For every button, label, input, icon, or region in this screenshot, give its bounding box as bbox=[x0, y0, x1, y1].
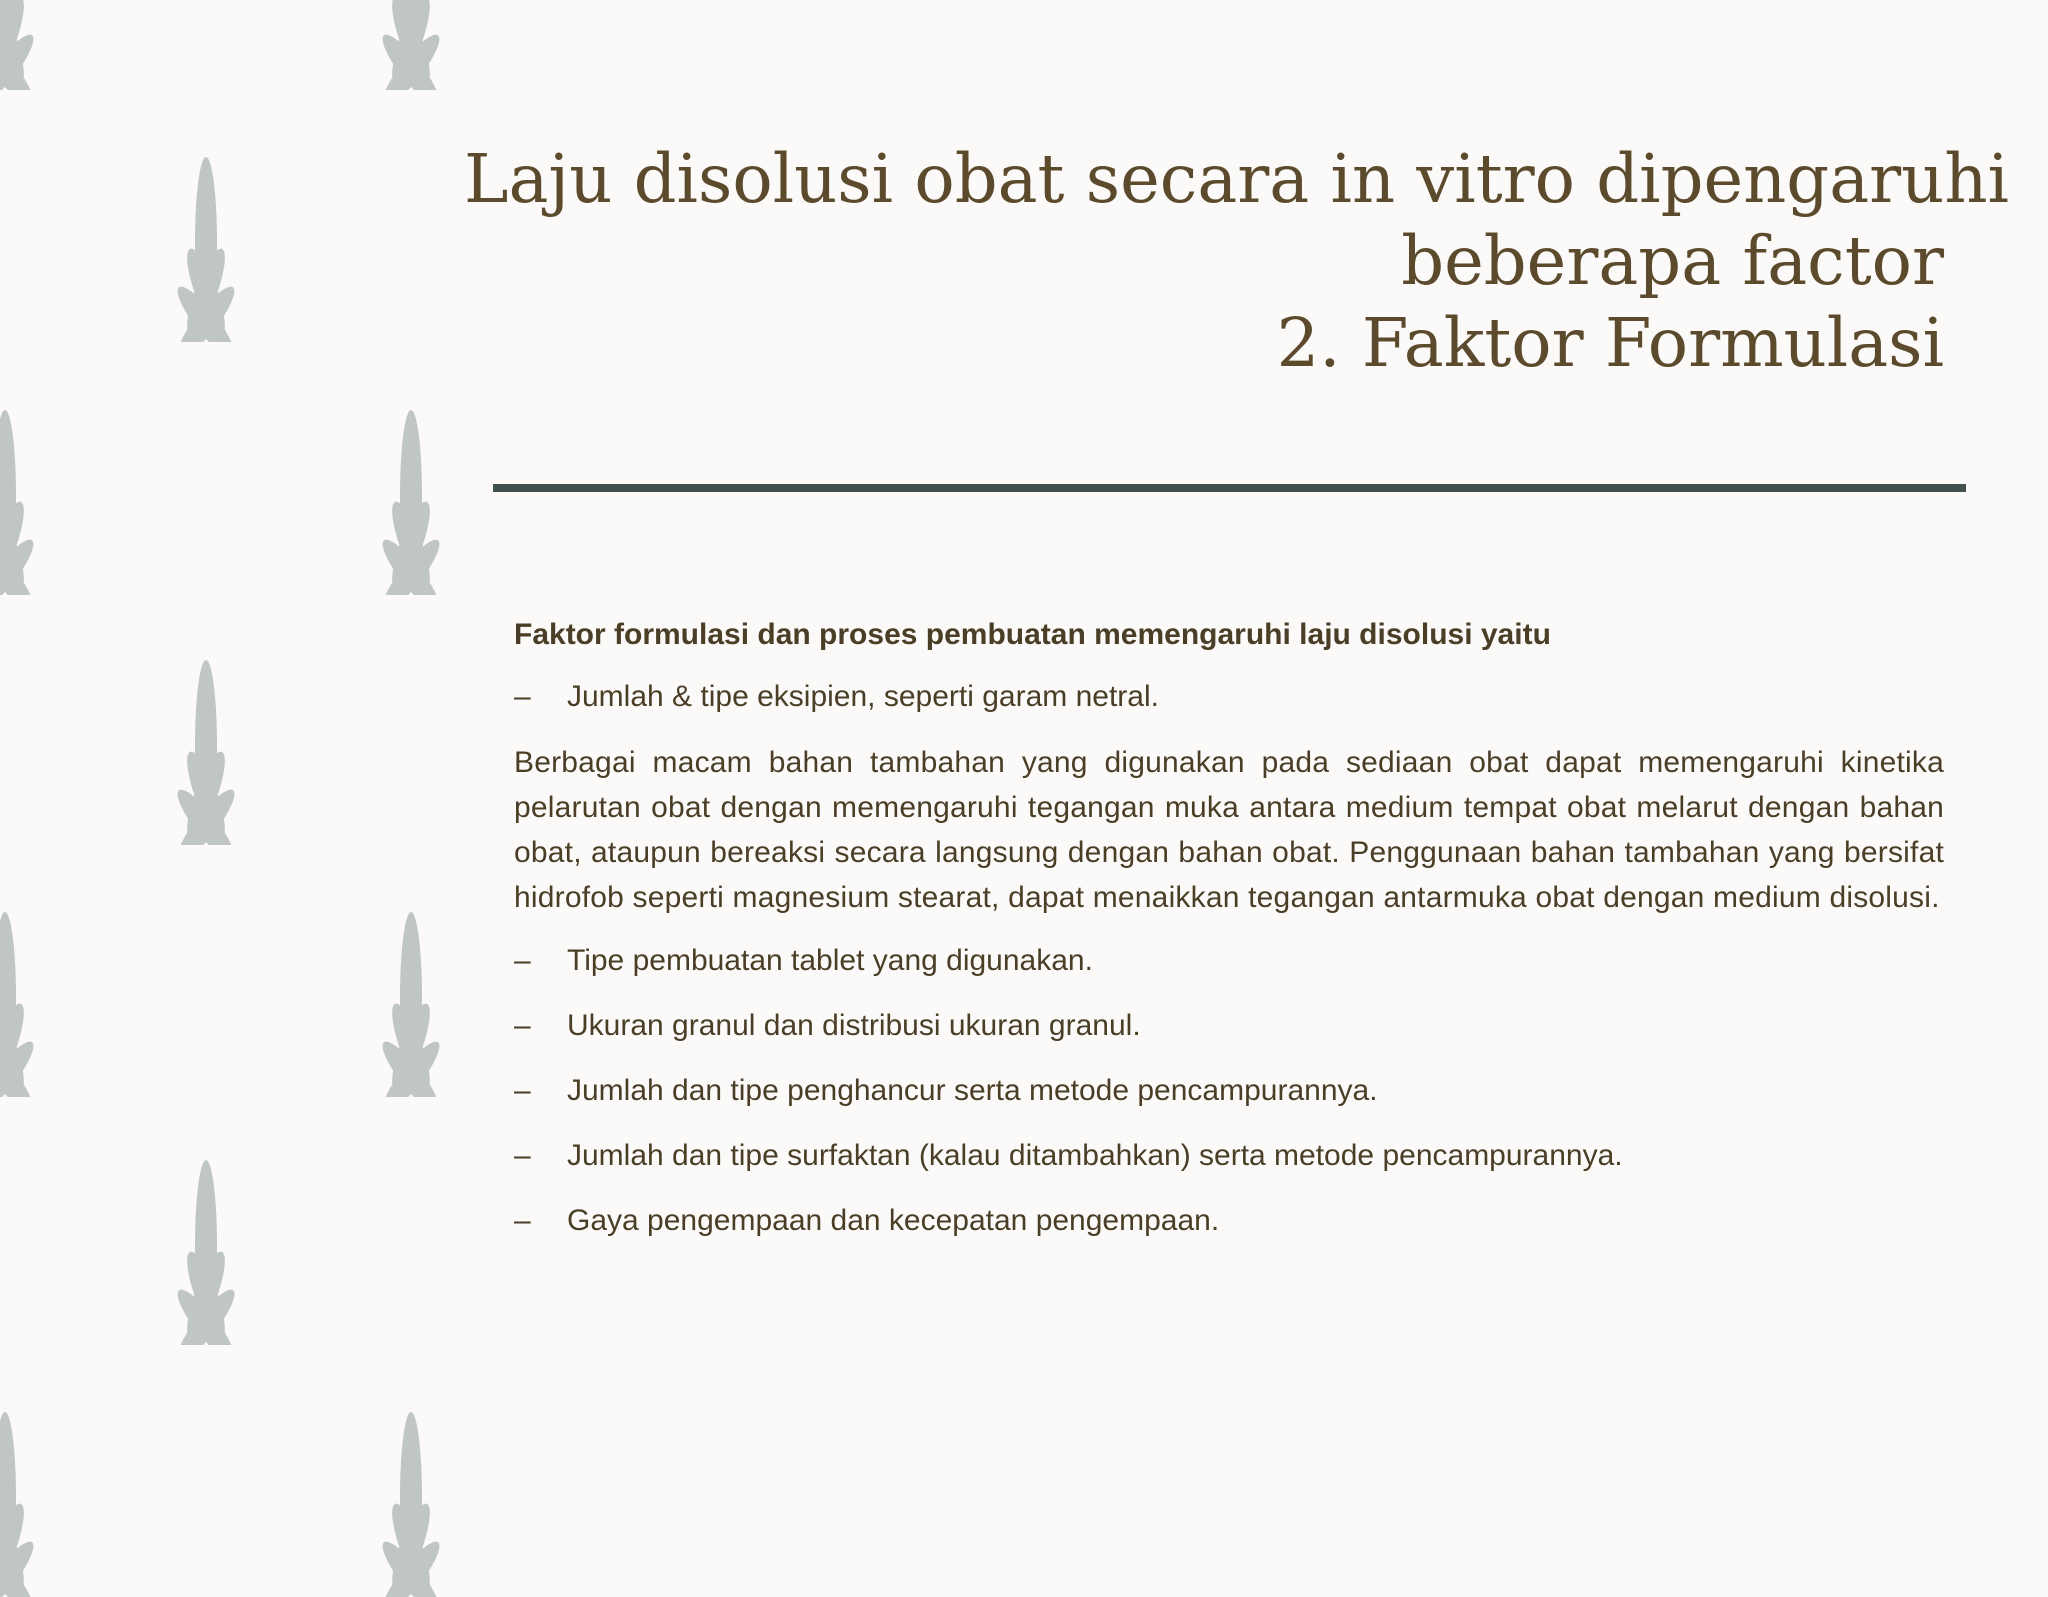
slide-title-line-3: 2. Faktor Formulasi bbox=[1276, 304, 1944, 382]
bullet-dash: – bbox=[514, 944, 531, 977]
leaf-icon bbox=[0, 1412, 50, 1597]
leaf-icon bbox=[161, 660, 251, 845]
list-item bbox=[514, 1199, 1944, 1243]
slide-title bbox=[464, 138, 2009, 384]
leaf-icon bbox=[0, 0, 50, 90]
bullet-dash: – bbox=[514, 1009, 531, 1042]
slide-body bbox=[514, 613, 1944, 1264]
list-item-text: Jumlah dan tipe penghancur serta metode pencampurannya. bbox=[567, 1074, 1378, 1107]
lead-sentence: Faktor formulasi dan proses pembuatan memengaruhi laju disolusi yaitu bbox=[514, 618, 1551, 651]
list-item bbox=[514, 1069, 1944, 1113]
bullet-dash: – bbox=[514, 1074, 531, 1107]
list-item-text: Ukuran granul dan distribusi ukuran granul. bbox=[567, 1009, 1141, 1042]
list-item bbox=[514, 939, 1944, 983]
list-item-text: Jumlah & tipe eksipien, seperti garam netral. bbox=[567, 680, 1159, 713]
body-paragraph: Berbagai macam bahan tambahan yang digunakan pada sediaan obat dapat memengaruhi kinetika pelarutan obat dengan memengaruhi tegangan muka antara medium tempat obat melarut dengan bahan obat, ataupun bereaksi secara langsung dengan bahan obat. Penggunaan bahan tambahan yang bersifat hidrofob seperti magnesium stearat, dapat menaikkan tegangan antarmuka obat dengan medium disolusi. bbox=[514, 746, 1944, 914]
bullet-dash: – bbox=[514, 1204, 531, 1237]
leaf-icon bbox=[366, 1412, 456, 1597]
bullet-dash: – bbox=[514, 1139, 531, 1172]
leaf-icon bbox=[366, 410, 456, 595]
slide-title-line-1: Laju disolusi obat secara in vitro dipengaruhi bbox=[464, 140, 2009, 218]
leaf-icon bbox=[161, 1160, 251, 1345]
list-item bbox=[514, 1134, 1944, 1178]
leaf-icon bbox=[0, 410, 50, 595]
list-item-text: Jumlah dan tipe surfaktan (kalau ditambahkan) serta metode pencampurannya. bbox=[567, 1139, 1623, 1172]
title-divider bbox=[493, 484, 1966, 492]
slide-title-line-2: beberapa factor bbox=[1401, 222, 1944, 300]
list-item bbox=[514, 675, 1944, 719]
leaf-icon bbox=[366, 912, 456, 1097]
leaf-icon bbox=[366, 0, 456, 90]
decorative-leaf-pattern bbox=[0, 0, 470, 1536]
leaf-icon bbox=[161, 157, 251, 342]
list-item-text: Tipe pembuatan tablet yang digunakan. bbox=[567, 944, 1093, 977]
leaf-icon bbox=[0, 912, 50, 1097]
list-item bbox=[514, 1004, 1944, 1048]
bullet-dash: – bbox=[514, 680, 531, 713]
list-item-text: Gaya pengempaan dan kecepatan pengempaan. bbox=[567, 1204, 1220, 1237]
